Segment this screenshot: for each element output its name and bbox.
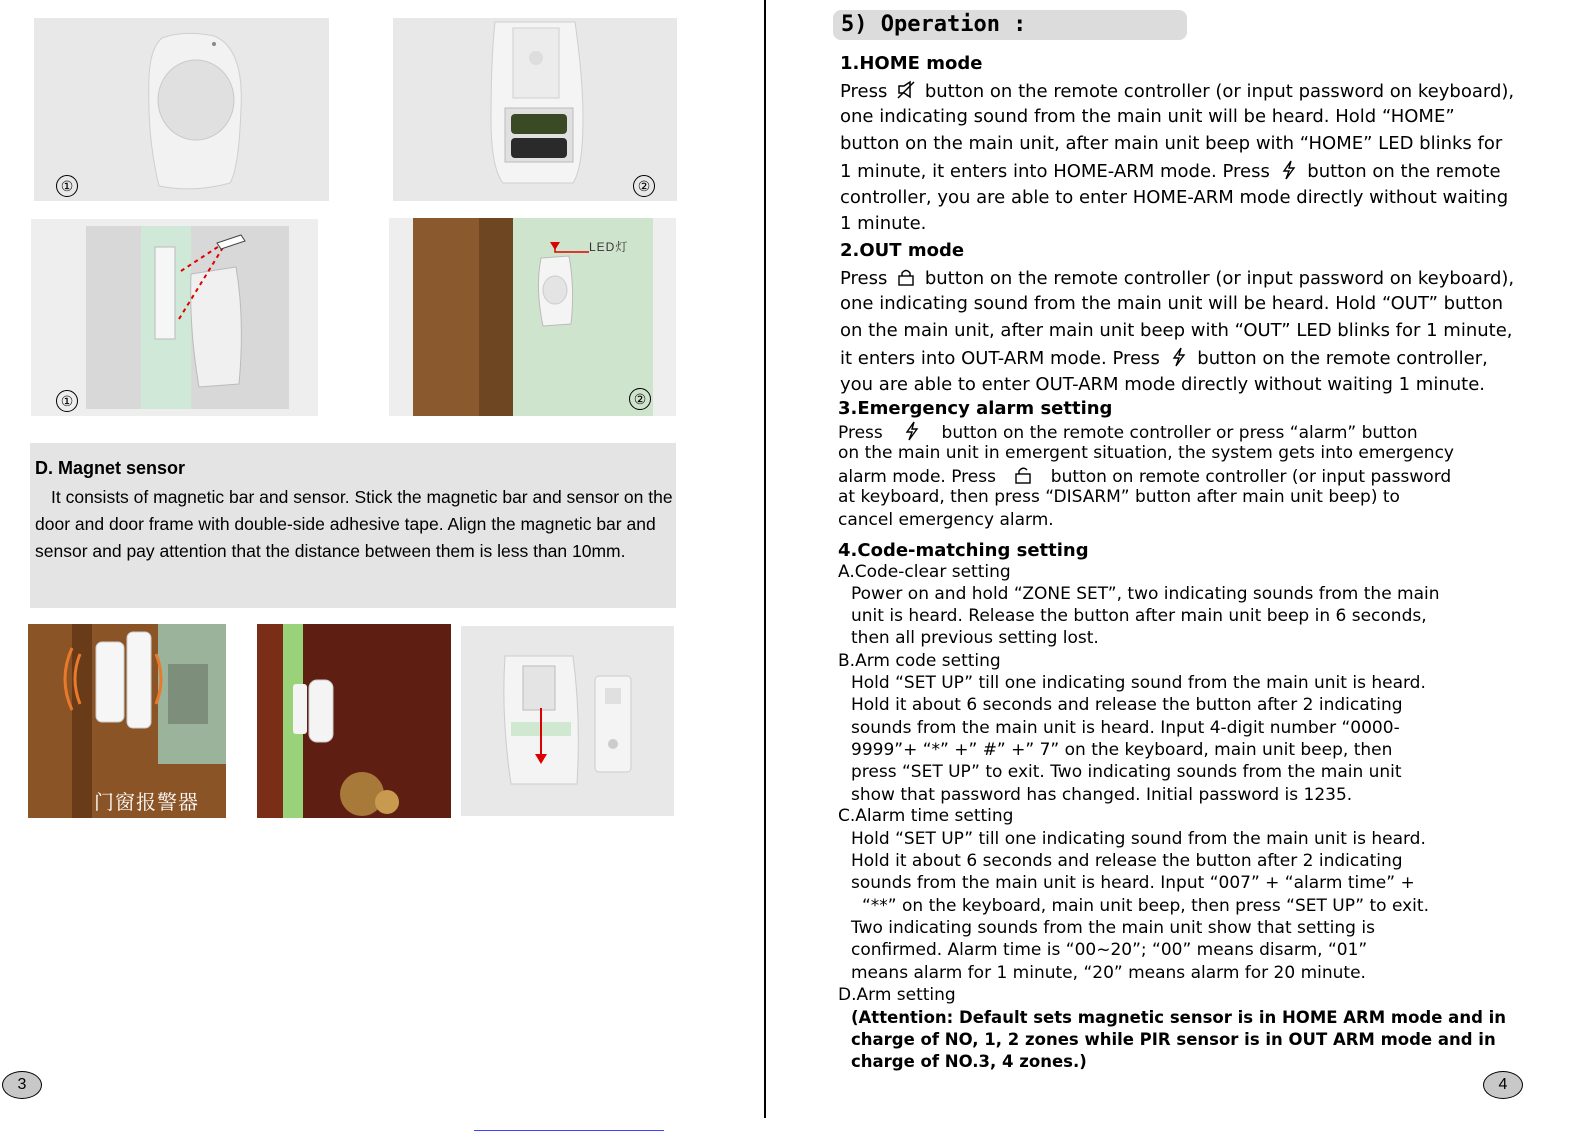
out-line-2: one indicating sound from the main unit will be heard. Hold “OUT” button <box>840 293 1503 314</box>
emergency-line-1 <box>838 421 1418 443</box>
magnet-sensor-title: D. Magnet sensor <box>35 458 186 478</box>
footer-link-underline <box>474 1130 664 1131</box>
door-sensor-photo <box>28 624 226 818</box>
alarm-time-line-5: Two indicating sounds from the main unit show that setting is <box>851 918 1375 938</box>
lock-icon <box>896 267 916 287</box>
arm-setting-line-3: charge of NO.3, 4 zones.) <box>851 1052 1087 1071</box>
code-clear-line-1: Power on and hold “ZONE SET”, two indicating sounds from the main <box>851 584 1440 604</box>
door-knob-photo <box>257 624 451 818</box>
home-line-6: 1 minute. <box>840 213 927 234</box>
photo-number-1: ① <box>56 175 78 197</box>
pir-sensor-back-photo <box>393 18 677 201</box>
out-line-5: you are able to enter OUT-ARM mode directly without waiting 1 minute. <box>840 374 1486 395</box>
emergency-line-4: at keyboard, then press “DISARM” button after main unit beep) to <box>838 487 1400 507</box>
bracket-install-photo <box>31 219 318 416</box>
lightning-icon <box>1169 347 1189 367</box>
code-clear-line-3: then all previous setting lost. <box>851 628 1099 648</box>
out-mode-title: 2.OUT mode <box>840 240 965 261</box>
arm-code-title: B.Arm code setting <box>838 651 1001 671</box>
out-line-1b: button on the remote controller (or input password on keyboard), <box>919 268 1515 289</box>
lightning-icon <box>902 421 922 441</box>
emergency-line-3b: button on remote controller (or input password <box>1045 467 1452 487</box>
out-line-3: on the main unit, after main unit beep with “OUT” LED blinks for 1 minute, <box>840 320 1513 341</box>
pir-sensor-front-photo <box>34 18 329 201</box>
emergency-line-1a: Press <box>838 423 889 443</box>
alarm-time-line-6: confirmed. Alarm time is “00~20”; “00” means disarm, “01” <box>851 940 1368 960</box>
home-line-3: button on the main unit, after main unit beep with “HOME” LED blinks for <box>840 133 1503 154</box>
emergency-line-3 <box>838 465 1451 487</box>
home-line-1 <box>840 80 1514 102</box>
unlock-icon <box>1013 465 1033 485</box>
arm-code-line-2: Hold it about 6 seconds and release the button after 2 indicating <box>851 695 1403 715</box>
out-line-4b: button on the remote controller, <box>1191 348 1488 369</box>
operation-header: 5) Operation : <box>833 10 1187 40</box>
emergency-line-1b: button on the remote controller or press “alarm” button <box>936 423 1418 443</box>
wall-mounted-photo <box>389 218 676 416</box>
home-line-4 <box>840 160 1501 182</box>
alarm-time-line-3: sounds from the main unit is heard. Input “007” + “alarm time” + <box>851 873 1415 893</box>
magnet-sensor-back-photo <box>461 626 674 816</box>
magnet-sensor-description <box>35 484 675 565</box>
home-line-4b: button on the remote <box>1301 161 1501 182</box>
page-number-right: 4 <box>1483 1071 1523 1099</box>
out-line-4 <box>840 347 1488 369</box>
alarm-time-line-2: Hold it about 6 seconds and release the button after 2 indicating <box>851 851 1403 871</box>
alarm-time-title: C.Alarm time setting <box>838 806 1014 826</box>
code-matching-title: 4.Code-matching setting <box>838 540 1089 561</box>
home-mode-title: 1.HOME mode <box>840 53 983 74</box>
arm-code-line-4: 9999”+ “*” +” #” +” 7” on the keyboard, main unit beep, then <box>851 740 1393 760</box>
arm-setting-line-2: charge of NO, 1, 2 zones while PIR sensor is in OUT ARM mode and in <box>851 1030 1496 1049</box>
home-line-2: one indicating sound from the main unit will be heard. Hold “HOME” <box>840 106 1455 127</box>
home-line-1a: Press <box>840 81 894 102</box>
arm-code-line-6: show that password has changed. Initial password is 1235. <box>851 785 1353 805</box>
arm-code-line-3: sounds from the main unit is heard. Input 4-digit number “0000- <box>851 718 1400 738</box>
out-line-1 <box>840 267 1514 289</box>
arm-code-line-5: press “SET UP” to exit. Two indicating sounds from the main unit <box>851 762 1402 782</box>
led-label: LED灯 <box>589 240 629 254</box>
photo-number-1b: ① <box>56 390 78 412</box>
page-divider <box>764 0 766 1118</box>
photo-number-2: ② <box>633 175 655 197</box>
code-clear-line-2: unit is heard. Release the button after main unit beep in 6 seconds, <box>851 606 1427 626</box>
code-clear-title: A.Code-clear setting <box>838 562 1011 582</box>
chinese-caption: 门窗报警器 <box>94 790 199 814</box>
emergency-line-3a: alarm mode. Press <box>838 467 1002 487</box>
emergency-line-2: on the main unit in emergent situation, the system gets into emergency <box>838 443 1454 463</box>
arm-setting-title: D.Arm setting <box>838 985 956 1005</box>
home-line-1b: button on the remote controller (or input password on keyboard), <box>919 81 1515 102</box>
emergency-line-5: cancel emergency alarm. <box>838 510 1054 530</box>
alarm-time-line-1: Hold “SET UP” till one indicating sound from the main unit is heard. <box>851 829 1426 849</box>
emergency-title: 3.Emergency alarm setting <box>838 398 1113 419</box>
photo-number-2b: ② <box>629 388 651 410</box>
alarm-time-line-7: means alarm for 1 minute, “20” means alarm for 20 minute. <box>851 963 1366 983</box>
mute-bell-icon <box>896 80 916 100</box>
magnet-sensor-text: It consists of magnetic bar and sensor. Stick the magnetic bar and sensor on the door and door frame with double-side adhesive tape. Align the magnetic bar and sensor and pay attention that the distance between them is less than 10mm. <box>35 487 673 561</box>
out-line-1a: Press <box>840 268 894 289</box>
home-line-4a: 1 minute, it enters into HOME-ARM mode. Press <box>840 161 1276 182</box>
alarm-time-line-4: “**” on the keyboard, main unit beep, then press “SET UP” to exit. <box>862 896 1429 916</box>
arm-setting-line-1: (Attention: Default sets magnetic sensor is in HOME ARM mode and in <box>851 1008 1507 1027</box>
home-line-5: controller, you are able to enter HOME-ARM mode directly without waiting <box>840 187 1509 208</box>
out-line-4a: it enters into OUT-ARM mode. Press <box>840 348 1166 369</box>
arm-code-line-1: Hold “SET UP” till one indicating sound from the main unit is heard. <box>851 673 1426 693</box>
lightning-icon <box>1279 160 1299 180</box>
page-number-left: 3 <box>2 1071 42 1099</box>
